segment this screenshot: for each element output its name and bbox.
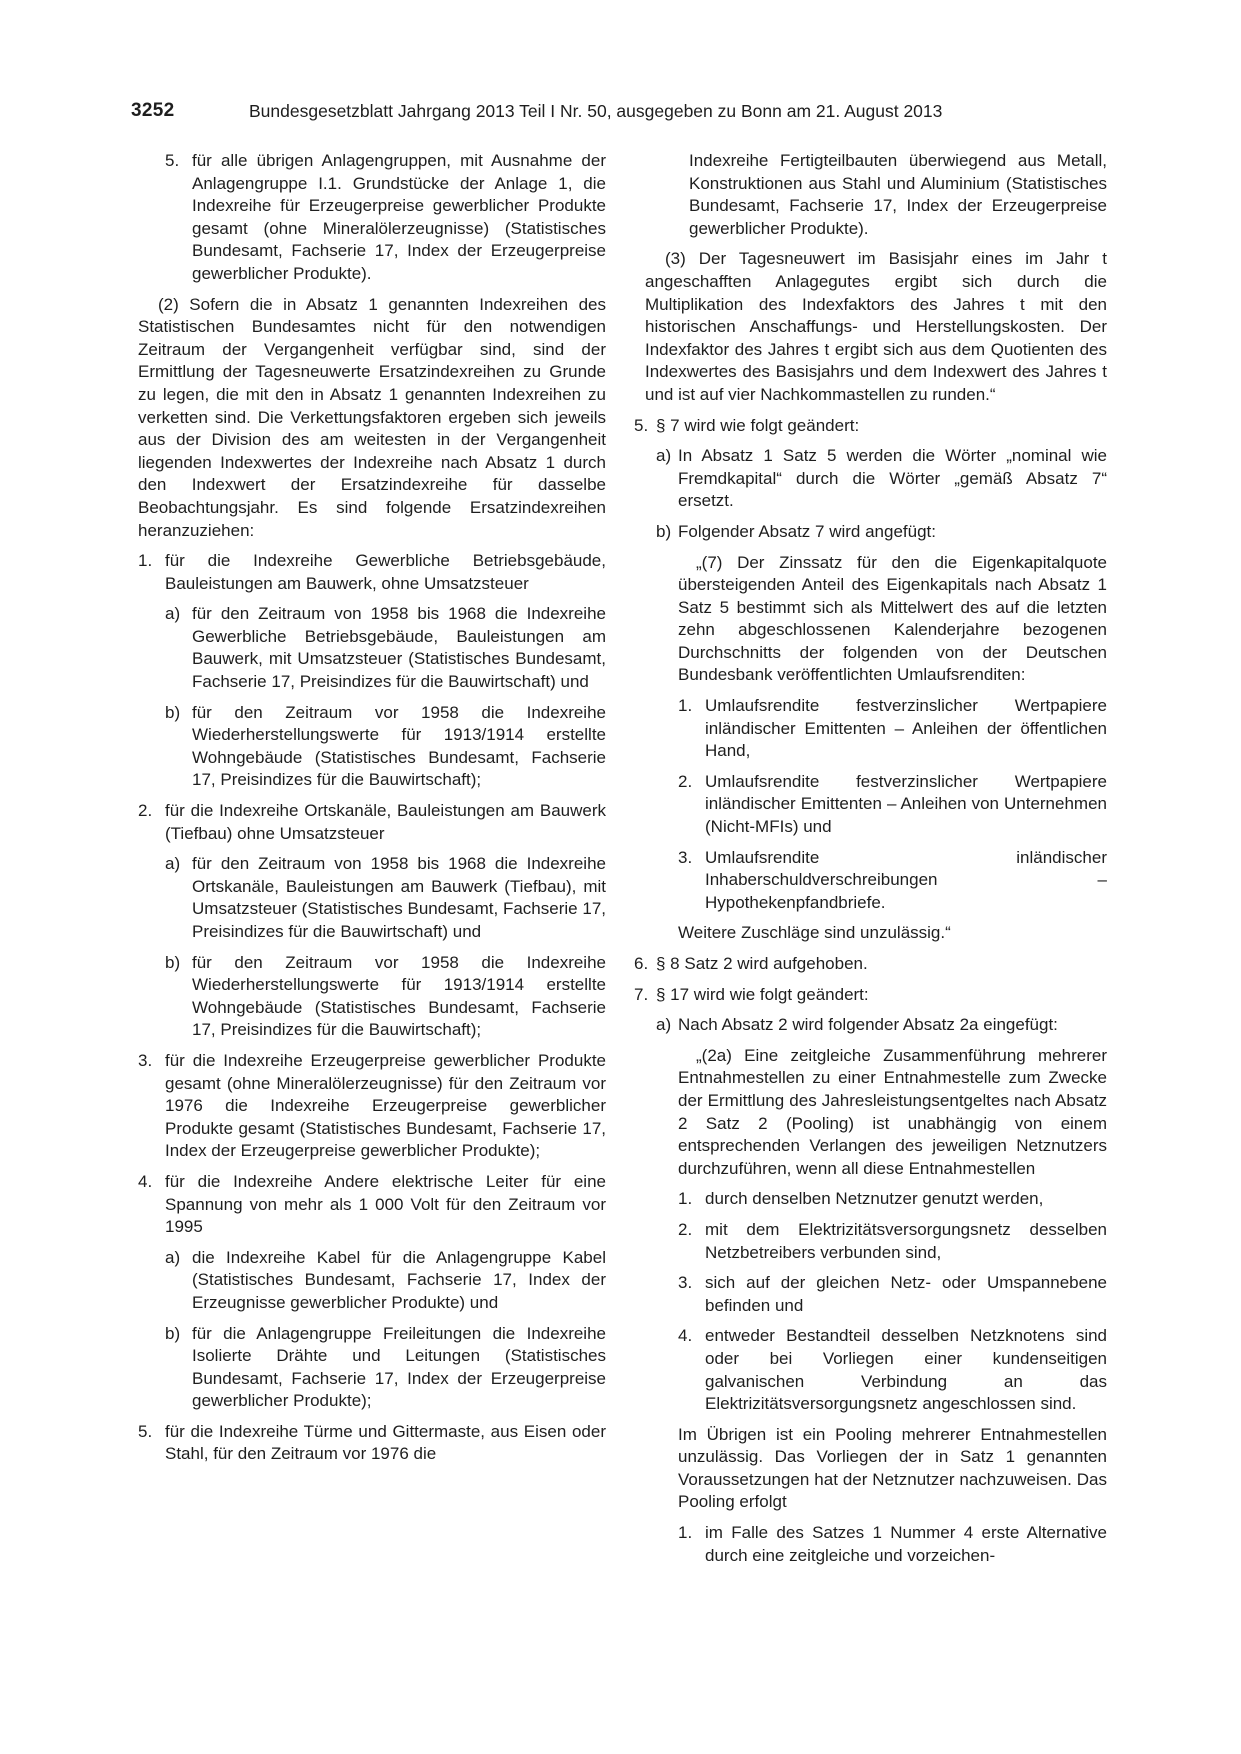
- quoted-list-item: [678, 847, 1107, 915]
- running-head: Bundesgesetzblatt Jahrgang 2013 Teil I Nr. 50, ausgegeben zu Bonn am 21. August 2013: [249, 101, 943, 121]
- sub-item: [656, 521, 1107, 544]
- page-header: [131, 100, 1111, 130]
- sub-item-text: In Absatz 1 Satz 5 werden die Wörter „nominal wie Fremdkapital“ durch die Wörter „gemäß Absatz 7“ ersetzt.: [678, 446, 1107, 511]
- list-item: [138, 1171, 606, 1239]
- item-text: entweder Bestandteil desselben Netzknotens sind oder bei Vorliegen einer kundenseitigen galvanischen Verbindung an das Elektrizitätsversorgungsnetz angeschlossen sind.: [705, 1326, 1107, 1414]
- sub-item-text: Nach Absatz 2 wird folgender Absatz 2a eingefügt:: [678, 1015, 1058, 1035]
- item-number: 6.: [634, 954, 649, 973]
- sub-item-text: für den Zeitraum von 1958 bis 1968 die Indexreihe Ortskanäle, Bauleistungen am Bauwerk (Tiefbau), mit Umsatzsteuer (Statistisches Bundesamt, Fachserie 17, Preisindizes für die Bauwirtschaft) und: [192, 854, 606, 941]
- sub-item-text: die Indexreihe Kabel für die Anlagengruppe Kabel (Statistisches Bundesamt, Fachserie 17, Index der Erzeugnisse gewerblicher Produkte) und: [192, 1247, 606, 1312]
- quoted-list-item: [678, 1522, 1107, 1567]
- item-text: Umlaufsrendite inländischer Inhaberschuldverschreibungen – Hypothekenpfandbriefe.: [705, 847, 1107, 912]
- sub-item-label: b): [656, 521, 672, 541]
- item-text: sich auf der gleichen Netz- oder Umspannebene befinden und: [705, 1273, 1107, 1315]
- sub-item-text: Folgender Absatz 7 wird angefügt:: [678, 521, 936, 541]
- sub-item-label: a): [165, 854, 181, 874]
- item-text: für die Indexreihe Ortskanäle, Bauleistungen am Bauwerk (Tiefbau) ohne Umsatzsteuer: [165, 801, 606, 843]
- quoted-list-item: [678, 771, 1107, 839]
- item-text: für die Indexreihe Gewerbliche Betriebsgebäude, Bauleistungen am Bauwerk, ohne Umsatzsteuer: [165, 551, 606, 593]
- item-number: 2.: [138, 801, 153, 821]
- item-number: 5.: [165, 151, 180, 170]
- sub-item: [165, 1323, 606, 1413]
- item-number: 1.: [678, 1189, 693, 1209]
- sub-item-label: a): [656, 1015, 672, 1035]
- left-column: [138, 150, 606, 1474]
- item-text: für die Indexreihe Türme und Gittermaste, aus Eisen oder Stahl, für den Zeitraum vor 1976 die: [165, 1421, 606, 1464]
- item-number: 1.: [678, 696, 693, 716]
- sub-item-label: a): [656, 446, 672, 466]
- quoted-paragraph-2a: „(2a) Eine zeitgleiche Zusammenführung mehrerer Entnahmestellen zu einer Entnahmestelle zum Zwecke der Ermittlung des Jahresleistungsentgeltes nach Absatz 2 Satz 2 (Pooling) ist unabhängig von einem entsprechenden Verlangen des jeweiligen Netznutzers durchzuführen, wenn all diese Entnahmestellen: [678, 1045, 1107, 1178]
- quoted-list-item: [678, 695, 1107, 763]
- item-text: Umlaufsrendite festverzinslicher Wertpapiere inländischer Emittenten – Anleihen der öffentlichen Hand,: [705, 696, 1107, 761]
- item-number: 7.: [634, 984, 649, 1004]
- sub-item-label: b): [165, 1323, 181, 1343]
- quoted-paragraph-2a-end: Im Übrigen ist ein Pooling mehrerer Entnahmestellen unzulässig. Das Vorliegen der in Satz 1 genannten Voraussetzungen hat der Netznutzer nachzuweisen. Das Pooling erfolgt: [678, 1424, 1107, 1512]
- sub-item: [656, 445, 1107, 513]
- list-item: [634, 415, 1107, 438]
- item-number: 3.: [138, 1050, 153, 1070]
- item-number: 2.: [678, 1219, 693, 1239]
- quoted-list-item: [678, 1188, 1107, 1211]
- item-number: 5.: [634, 415, 649, 435]
- item-text: für die Indexreihe Andere elektrische Leiter für eine Spannung von mehr als 1 000 Volt für den Zeitraum vor 1995: [165, 1171, 606, 1237]
- item-text: § 8 Satz 2 wird aufgehoben.: [656, 954, 868, 973]
- quoted-paragraph-7: „(7) Der Zinssatz für den die Eigenkapitalquote übersteigenden Anteil des Eigenkapitals nach Absatz 1 Satz 5 bestimmt sich als Mittelwert des auf die letzten zehn abgeschlossenen Kalenderjahre bezogenen Durchschnitts der folgenden von der Deutschen Bundesbank veröffentlichten Umlaufsrenditen:: [678, 552, 1107, 685]
- item-number: 2.: [678, 771, 693, 791]
- right-column: [634, 150, 1107, 1575]
- list-item: [138, 800, 606, 845]
- item-number: 1.: [138, 551, 153, 571]
- paragraph-3: (3) Der Tagesneuwert im Basisjahr eines im Jahr t angeschafften Anlagegutes ergibt sich durch die Multiplikation des Indexfaktors des Jahres t mit den historischen Anschaffungs- und Herstellungskosten. Der Indexfaktor des Jahres t ergibt sich aus dem Quotienten des Indexwertes des Basisjahrs und dem Indexwert des Jahres t und ist auf vier Nachkommastellen zu runden.“: [645, 249, 1107, 404]
- item-text: § 17 wird wie folgt geändert:: [656, 984, 869, 1004]
- item-text: mit dem Elektrizitätsversorgungsnetz desselben Netzbetreibers verbunden sind,: [705, 1219, 1107, 1262]
- item-text: im Falle des Satzes 1 Nummer 4 erste Alternative durch eine zeitgleiche und vorzeichen-: [705, 1523, 1107, 1565]
- quoted-list-item: [678, 1325, 1107, 1415]
- sub-item-label: b): [165, 952, 181, 972]
- quoted-list-item: [678, 1219, 1107, 1264]
- list-item: [165, 150, 606, 286]
- sub-item: [165, 1247, 606, 1315]
- list-item: [634, 953, 1107, 976]
- sub-item-label: b): [165, 702, 181, 722]
- list-item: [138, 1050, 606, 1163]
- list-item: [138, 1421, 606, 1466]
- sub-item: [656, 1014, 1107, 1037]
- item-text: § 7 wird wie folgt geändert:: [656, 415, 860, 435]
- sub-item-text: für den Zeitraum von 1958 bis 1968 die Indexreihe Gewerbliche Betriebsgebäude, Bauleistungen am Bauwerk, mit Umsatzsteuer (Statistisches Bundesamt, Fachserie 17, Preisindizes für die Bauwirtschaft) und: [192, 604, 606, 692]
- item-number: 5.: [138, 1421, 153, 1441]
- sub-item: [165, 603, 606, 693]
- quoted-paragraph-7-end: Weitere Zuschläge sind unzulässig.“: [678, 923, 951, 943]
- item-number: 1.: [678, 1523, 693, 1543]
- paragraph-2: (2) Sofern die in Absatz 1 genannten Indexreihen des Statistischen Bundesamtes nicht für den notwendigen Zeitraum der Vergangenheit verfügbar sind, sind der Ermittlung der Tagesneuwerte Ersatzindexreihen zu Grunde zu legen, die mit den in Absatz 1 genannten Indexreihen zu verketten sind. Die Verkettungsfaktoren ergeben sich jeweils aus der Division des am weitesten in der Vergangenheit liegenden Indexwertes der Indexreihe nach Absatz 1 durch den Indexwert der Ersatzindexreihe für dasselbe Beobachtungsjahr. Es sind folgende Ersatzindexreihen heranzuziehen:: [138, 294, 606, 540]
- sub-item: [165, 702, 606, 792]
- item-text: für die Indexreihe Erzeugerpreise gewerblicher Produkte gesamt (ohne Mineralölerzeugnisse) für den Zeitraum vor 1976 die Indexreihe Erzeugerpreise gewerblicher Produkte gesamt (Statistisches Bundesamt, Fachserie 17, Index der Erzeugerpreise gewerblicher Produkte);: [165, 1050, 606, 1161]
- quoted-list-item: [678, 1272, 1107, 1317]
- sub-item-label: a): [165, 1247, 181, 1267]
- item-text: Umlaufsrendite festverzinslicher Wertpapiere inländischer Emittenten – Anleihen von Unternehmen (Nicht-MFIs) und: [705, 771, 1107, 837]
- item-number: 4.: [138, 1171, 153, 1191]
- sub-item-text: für den Zeitraum vor 1958 die Indexreihe Wiederherstellungswerte für 1913/1914 erstellte Wohngebäude (Statistisches Bundesamt, Fachserie 17, Preisindizes für die Bauwirtschaft);: [192, 702, 606, 790]
- item-number: 3.: [678, 847, 693, 867]
- item-text: für alle übrigen Anlagengruppen, mit Ausnahme der Anlagengruppe I.1. Grundstücke der Anlage 1, die Indexreihe für Erzeugerpreise gewerblicher Produkte gesamt (ohne Mineralölerzeugnisse) (Statistisches Bundesamt, Fachserie 17, Index der Erzeugerpreise gewerblicher Produkte).: [192, 151, 606, 283]
- sub-item-text: für die Anlagengruppe Freileitungen die Indexreihe Isolierte Drähte und Leitungen (Statistisches Bundesamt, Fachserie 17, Index der Erzeugerpreise gewerblicher Produkte);: [192, 1323, 606, 1411]
- list-item: [634, 984, 1107, 1007]
- item-text: durch denselben Netznutzer genutzt werden,: [705, 1189, 1044, 1209]
- sub-item-label: a): [165, 604, 181, 624]
- continuation-text: Indexreihe Fertigteilbauten überwiegend aus Metall, Konstruktionen aus Stahl und Aluminium (Statistisches Bundesamt, Fachserie 17, Index der Erzeugerpreise gewerblicher Produkte).: [689, 151, 1107, 238]
- page-number: 3252: [131, 100, 175, 121]
- sub-item: [165, 952, 606, 1042]
- sub-item: [165, 853, 606, 943]
- sub-item-text: für den Zeitraum vor 1958 die Indexreihe Wiederherstellungswerte für 1913/1914 erstellte Wohngebäude (Statistisches Bundesamt, Fachserie 17, Preisindizes für die Bauwirtschaft);: [192, 952, 606, 1040]
- item-number: 4.: [678, 1326, 693, 1346]
- item-number: 3.: [678, 1273, 693, 1293]
- list-item: [138, 550, 606, 595]
